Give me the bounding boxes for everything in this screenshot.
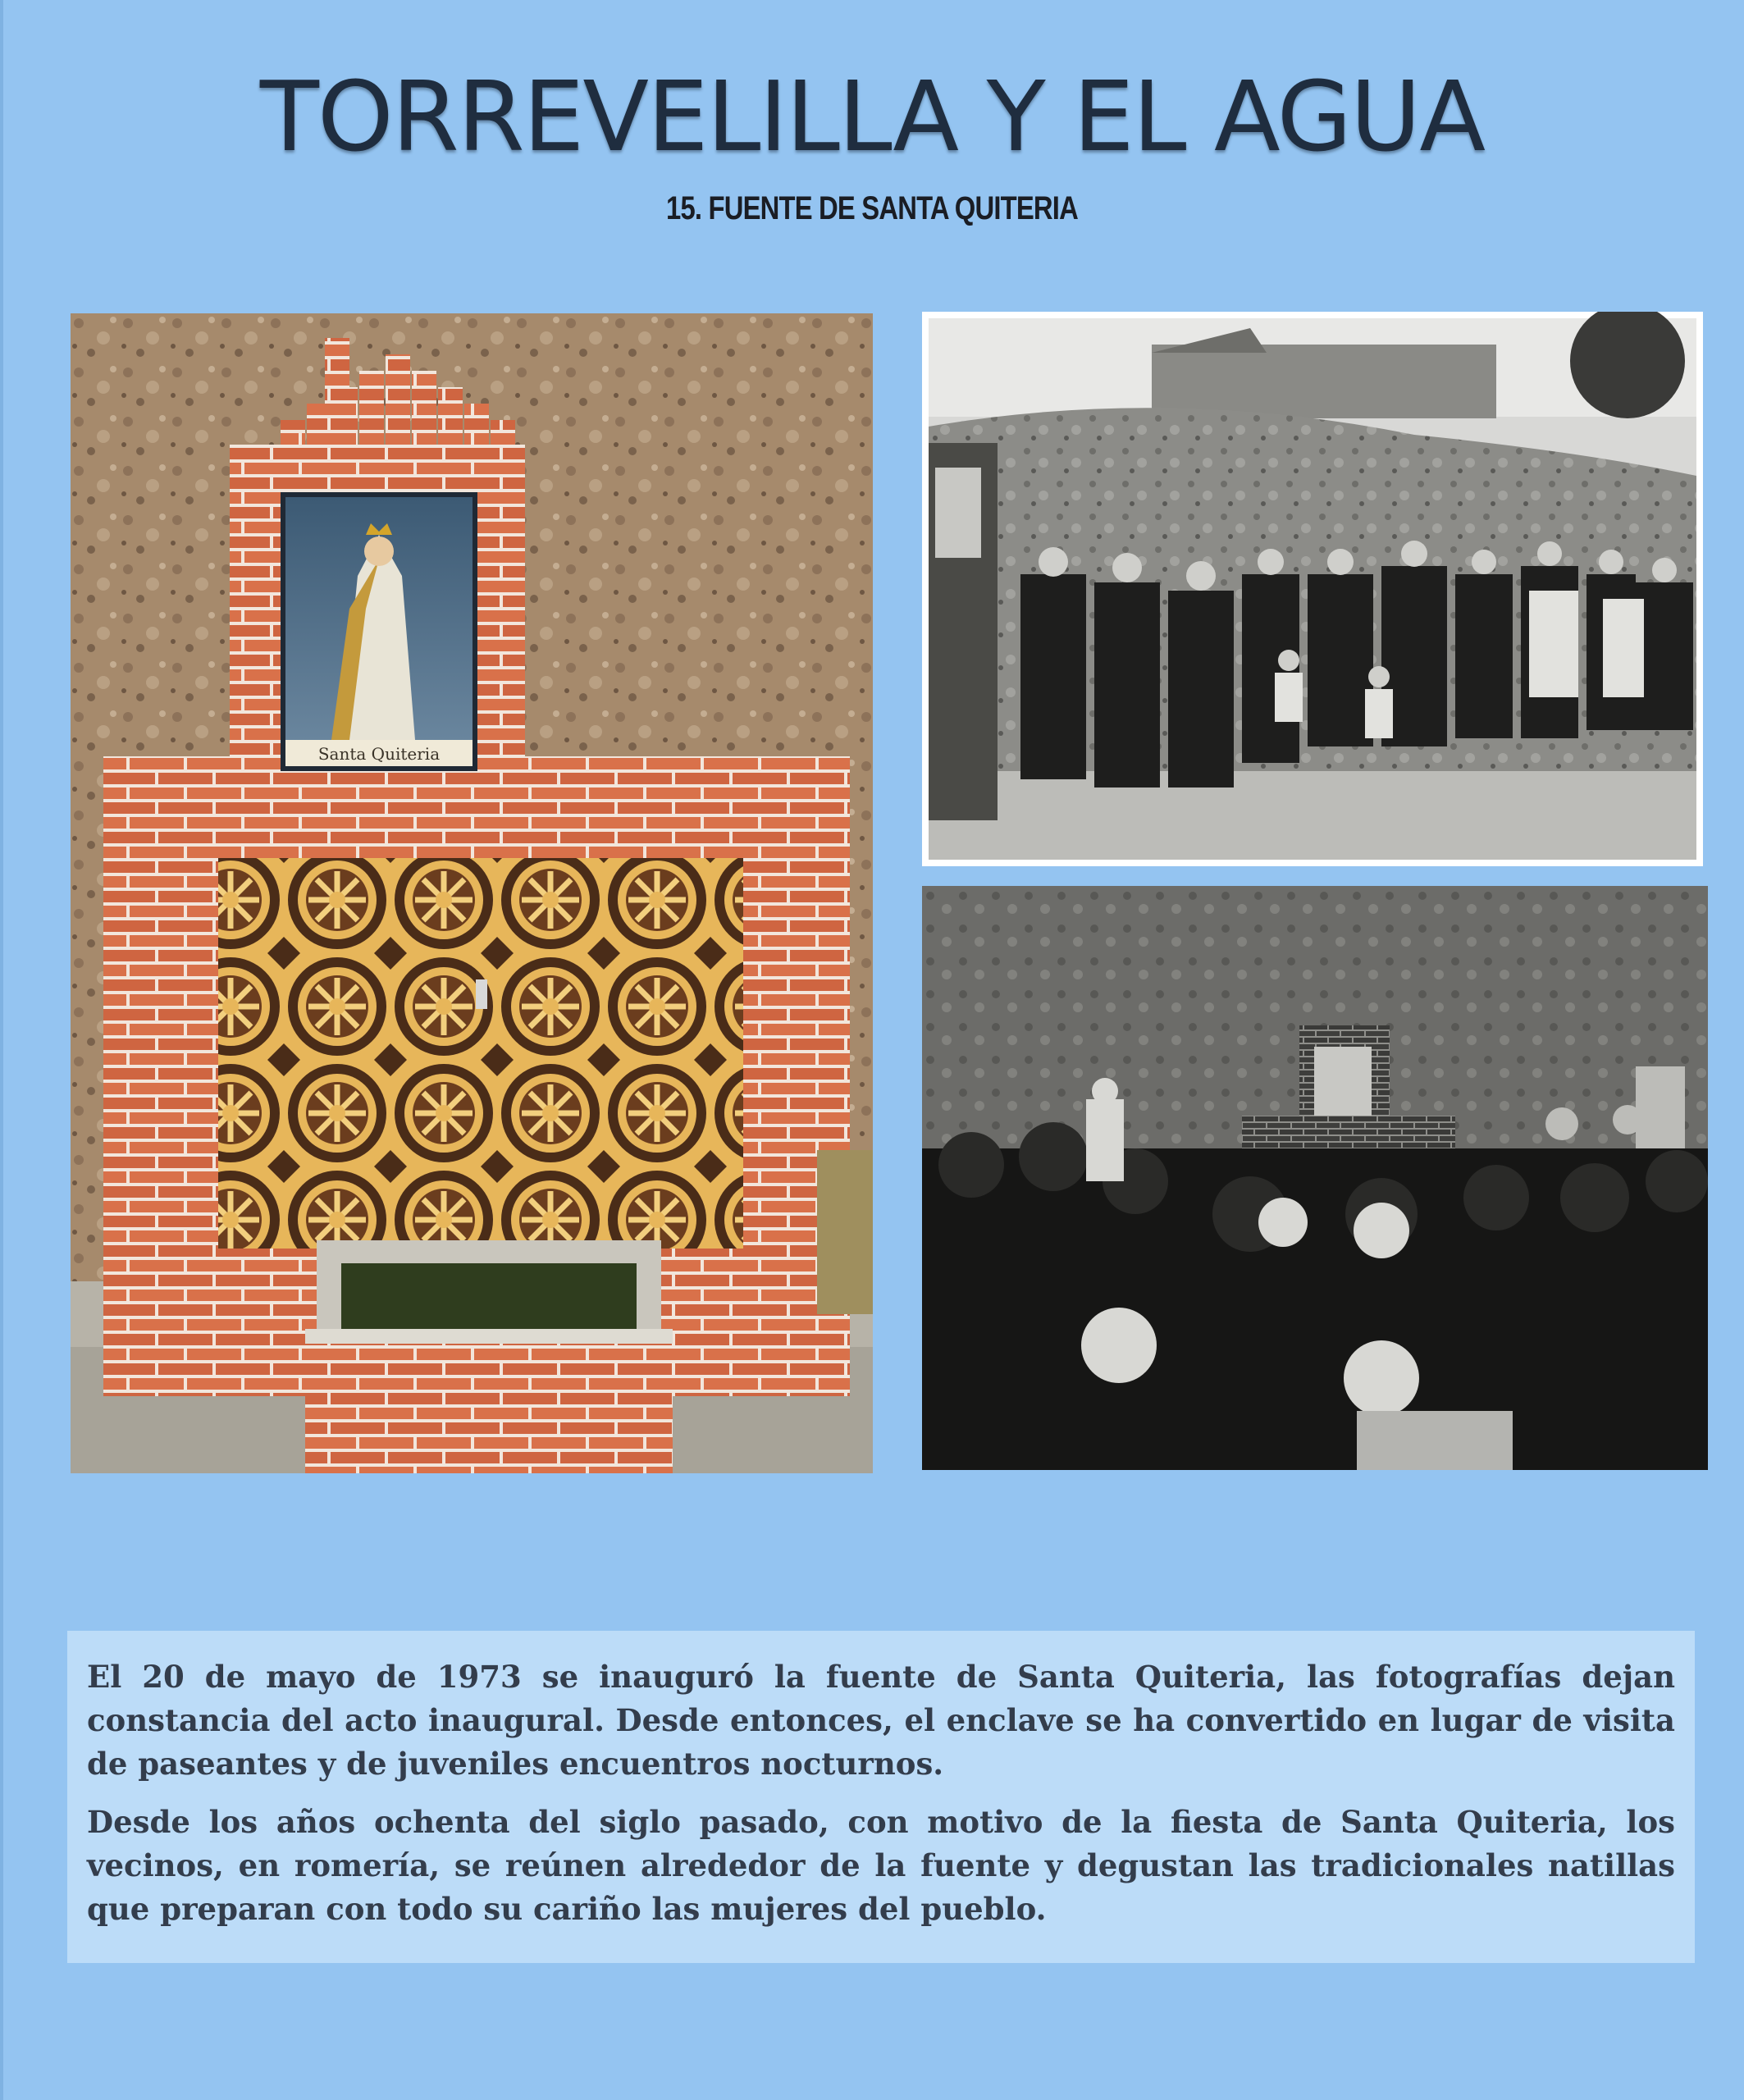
caption-box — [67, 1631, 1695, 1963]
page-subtitle: 15. FUENTE DE SANTA QUITERIA — [666, 190, 1078, 226]
romeria-photo-gathering — [922, 886, 1708, 1470]
caption-paragraph-1: El 20 de mayo de 1973 se inauguró la fuente de Santa Quiteria, las fotografías dejan constancia del acto inaugural. Desde entonces, el enclave se ha convertido en lugar de visita de paseantes y de juveniles encuentros nocturnos. — [87, 1659, 1675, 1782]
tile-label: Santa Quiteria — [317, 744, 441, 764]
caption-paragraph-2: Desde los años ochenta del siglo pasado, con motivo de la fiesta de Santa Quiteria, los vecinos, en romería, se reúnen alrededor de la fuente y degustan las tradicionales natillas que preparan con todo su cariño las mujeres del pueblo. — [87, 1804, 1675, 1927]
inauguration-photo-crowd — [922, 312, 1703, 866]
page-title: TORREVELILLA Y EL AGUA — [259, 60, 1485, 173]
fountain-color-photo — [71, 313, 873, 1473]
